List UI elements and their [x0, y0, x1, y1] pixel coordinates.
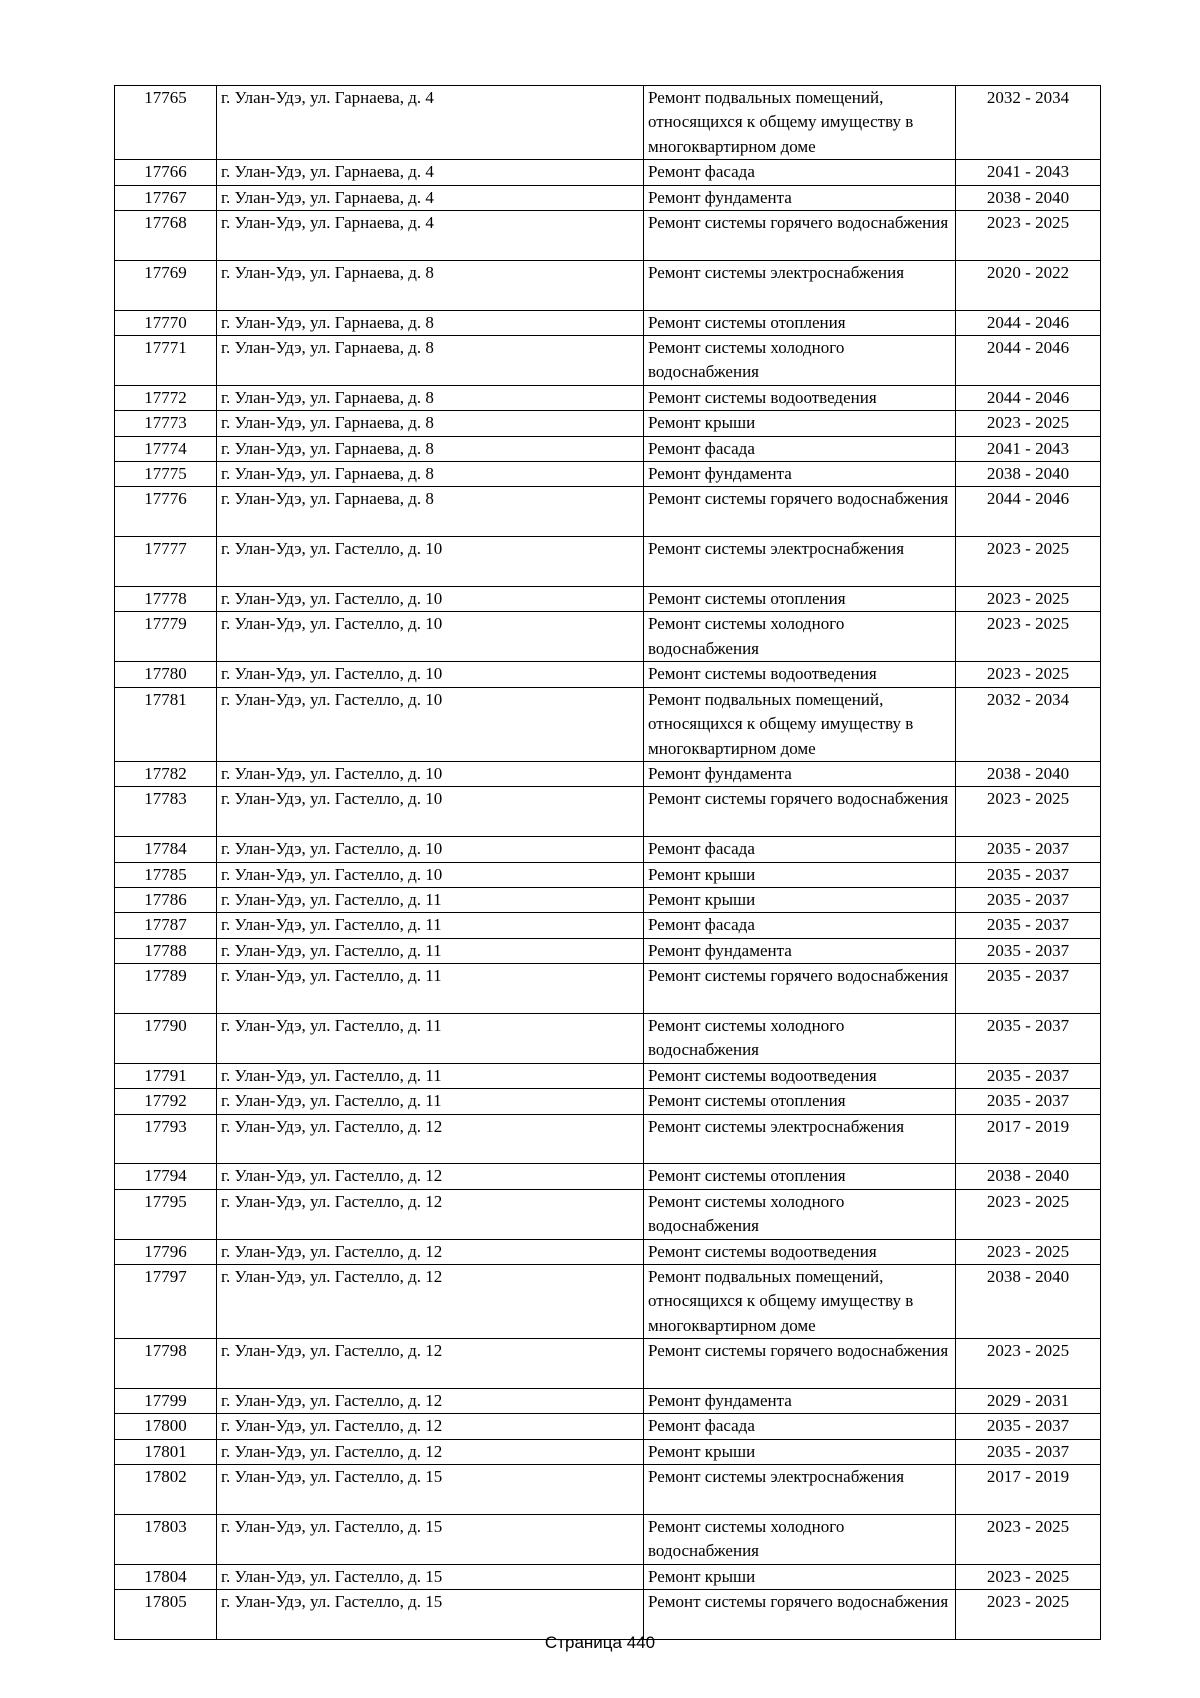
work-type-cell: Ремонт системы водоотведения — [644, 662, 956, 687]
table-row — [115, 587, 1101, 612]
row-number: 17768 — [115, 211, 217, 261]
work-type-cell: Ремонт подвальных помещений, относящихся к общему имуществу в многоквартирном доме — [644, 687, 956, 761]
address-cell: г. Улан-Удэ, ул. Гастелло, д. 12 — [217, 1439, 644, 1464]
table-row — [115, 787, 1101, 837]
table-row — [115, 336, 1101, 386]
period-cell: 2032 - 2034 — [956, 687, 1101, 761]
work-type-cell: Ремонт фасада — [644, 1414, 956, 1439]
table-row — [115, 612, 1101, 662]
row-number: 17779 — [115, 612, 217, 662]
address-cell: г. Улан-Удэ, ул. Гастелло, д. 12 — [217, 1189, 644, 1239]
row-number: 17791 — [115, 1063, 217, 1088]
row-number: 17775 — [115, 462, 217, 487]
address-cell: г. Улан-Удэ, ул. Гастелло, д. 10 — [217, 862, 644, 887]
address-cell: г. Улан-Удэ, ул. Гастелло, д. 12 — [217, 1389, 644, 1414]
table-row — [115, 1414, 1101, 1439]
work-type-cell: Ремонт системы горячего водоснабжения — [644, 211, 956, 261]
address-cell: г. Улан-Удэ, ул. Гарнаева, д. 8 — [217, 385, 644, 410]
period-cell: 2035 - 2037 — [956, 1089, 1101, 1114]
table-row — [115, 1063, 1101, 1088]
row-number: 17803 — [115, 1515, 217, 1565]
address-cell: г. Улан-Удэ, ул. Гарнаева, д. 8 — [217, 411, 644, 436]
row-number: 17799 — [115, 1389, 217, 1414]
period-cell: 2035 - 2037 — [956, 1414, 1101, 1439]
row-number: 17778 — [115, 587, 217, 612]
period-cell: 2020 - 2022 — [956, 260, 1101, 310]
table-row — [115, 436, 1101, 461]
period-cell: 2041 - 2043 — [956, 436, 1101, 461]
work-type-cell: Ремонт фундамента — [644, 761, 956, 786]
address-cell: г. Улан-Удэ, ул. Гастелло, д. 10 — [217, 761, 644, 786]
period-cell: 2044 - 2046 — [956, 310, 1101, 335]
work-type-cell: Ремонт системы отопления — [644, 1089, 956, 1114]
work-type-cell: Ремонт системы водоотведения — [644, 385, 956, 410]
address-cell: г. Улан-Удэ, ул. Гарнаева, д. 8 — [217, 310, 644, 335]
address-cell: г. Улан-Удэ, ул. Гастелло, д. 15 — [217, 1590, 644, 1640]
work-type-cell: Ремонт системы холодного водоснабжения — [644, 336, 956, 386]
table-row — [115, 964, 1101, 1014]
table-row — [115, 1089, 1101, 1114]
table-row — [115, 1389, 1101, 1414]
address-cell: г. Улан-Удэ, ул. Гастелло, д. 10 — [217, 837, 644, 862]
work-type-cell: Ремонт фундамента — [644, 462, 956, 487]
work-type-cell: Ремонт фасада — [644, 913, 956, 938]
table-row — [115, 913, 1101, 938]
period-cell: 2023 - 2025 — [956, 1590, 1101, 1640]
row-number: 17801 — [115, 1439, 217, 1464]
work-type-cell: Ремонт системы электроснабжения — [644, 260, 956, 310]
address-cell: г. Улан-Удэ, ул. Гастелло, д. 15 — [217, 1515, 644, 1565]
row-number: 17789 — [115, 964, 217, 1014]
address-cell: г. Улан-Удэ, ул. Гарнаева, д. 8 — [217, 436, 644, 461]
address-cell: г. Улан-Удэ, ул. Гастелло, д. 12 — [217, 1114, 644, 1164]
row-number: 17782 — [115, 761, 217, 786]
period-cell: 2023 - 2025 — [956, 612, 1101, 662]
row-number: 17805 — [115, 1590, 217, 1640]
address-cell: г. Улан-Удэ, ул. Гарнаева, д. 4 — [217, 160, 644, 185]
period-cell: 2035 - 2037 — [956, 887, 1101, 912]
period-cell: 2035 - 2037 — [956, 1063, 1101, 1088]
row-number: 17790 — [115, 1013, 217, 1063]
address-cell: г. Улан-Удэ, ул. Гастелло, д. 10 — [217, 587, 644, 612]
work-type-cell: Ремонт системы отопления — [644, 587, 956, 612]
period-cell: 2044 - 2046 — [956, 336, 1101, 386]
row-number: 17798 — [115, 1339, 217, 1389]
address-cell: г. Улан-Удэ, ул. Гастелло, д. 11 — [217, 1089, 644, 1114]
period-cell: 2023 - 2025 — [956, 1239, 1101, 1264]
row-number: 17797 — [115, 1264, 217, 1338]
work-type-cell: Ремонт системы горячего водоснабжения — [644, 1590, 956, 1640]
table-row — [115, 1189, 1101, 1239]
row-number: 17769 — [115, 260, 217, 310]
work-type-cell: Ремонт фундамента — [644, 185, 956, 210]
address-cell: г. Улан-Удэ, ул. Гарнаева, д. 8 — [217, 462, 644, 487]
address-cell: г. Улан-Удэ, ул. Гастелло, д. 12 — [217, 1414, 644, 1439]
table-row — [115, 662, 1101, 687]
table-row — [115, 687, 1101, 761]
row-number: 17776 — [115, 487, 217, 537]
row-number: 17771 — [115, 336, 217, 386]
row-number: 17781 — [115, 687, 217, 761]
period-cell: 2035 - 2037 — [956, 862, 1101, 887]
table-row — [115, 487, 1101, 537]
period-cell: 2038 - 2040 — [956, 185, 1101, 210]
address-cell: г. Улан-Удэ, ул. Гастелло, д. 11 — [217, 1063, 644, 1088]
work-type-cell: Ремонт системы горячего водоснабжения — [644, 787, 956, 837]
address-cell: г. Улан-Удэ, ул. Гастелло, д. 11 — [217, 913, 644, 938]
work-type-cell: Ремонт системы холодного водоснабжения — [644, 1013, 956, 1063]
address-cell: г. Улан-Удэ, ул. Гастелло, д. 11 — [217, 964, 644, 1014]
address-cell: г. Улан-Удэ, ул. Гарнаева, д. 4 — [217, 185, 644, 210]
row-number: 17773 — [115, 411, 217, 436]
table-row — [115, 1439, 1101, 1464]
row-number: 17780 — [115, 662, 217, 687]
period-cell: 2038 - 2040 — [956, 1264, 1101, 1338]
row-number: 17800 — [115, 1414, 217, 1439]
period-cell: 2017 - 2019 — [956, 1465, 1101, 1515]
period-cell: 2023 - 2025 — [956, 787, 1101, 837]
work-type-cell: Ремонт системы горячего водоснабжения — [644, 964, 956, 1014]
address-cell: г. Улан-Удэ, ул. Гастелло, д. 12 — [217, 1339, 644, 1389]
address-cell: г. Улан-Удэ, ул. Гарнаева, д. 8 — [217, 487, 644, 537]
work-type-cell: Ремонт подвальных помещений, относящихся к общему имуществу в многоквартирном доме — [644, 86, 956, 160]
period-cell: 2023 - 2025 — [956, 1515, 1101, 1565]
period-cell: 2041 - 2043 — [956, 160, 1101, 185]
row-number: 17765 — [115, 86, 217, 160]
period-cell: 2035 - 2037 — [956, 1439, 1101, 1464]
work-type-cell: Ремонт фасада — [644, 160, 956, 185]
work-type-cell: Ремонт крыши — [644, 862, 956, 887]
row-number: 17787 — [115, 913, 217, 938]
address-cell: г. Улан-Удэ, ул. Гастелло, д. 10 — [217, 787, 644, 837]
work-type-cell: Ремонт фасада — [644, 837, 956, 862]
period-cell: 2035 - 2037 — [956, 1013, 1101, 1063]
table-row — [115, 462, 1101, 487]
period-cell: 2023 - 2025 — [956, 211, 1101, 261]
work-type-cell: Ремонт фундамента — [644, 938, 956, 963]
work-type-cell: Ремонт крыши — [644, 1439, 956, 1464]
table-row — [115, 385, 1101, 410]
work-type-cell: Ремонт фундамента — [644, 1389, 956, 1414]
row-number: 17794 — [115, 1164, 217, 1189]
work-type-cell: Ремонт системы горячего водоснабжения — [644, 1339, 956, 1389]
table-row — [115, 1264, 1101, 1338]
table-row — [115, 185, 1101, 210]
work-type-cell: Ремонт системы холодного водоснабжения — [644, 1189, 956, 1239]
address-cell: г. Улан-Удэ, ул. Гарнаева, д. 8 — [217, 260, 644, 310]
table-row — [115, 1013, 1101, 1063]
work-type-cell: Ремонт системы отопления — [644, 310, 956, 335]
row-number: 17770 — [115, 310, 217, 335]
table-row — [115, 211, 1101, 261]
address-cell: г. Улан-Удэ, ул. Гастелло, д. 15 — [217, 1465, 644, 1515]
table-row — [115, 938, 1101, 963]
address-cell: г. Улан-Удэ, ул. Гастелло, д. 11 — [217, 887, 644, 912]
table-row — [115, 86, 1101, 160]
table-row — [115, 310, 1101, 335]
period-cell: 2038 - 2040 — [956, 761, 1101, 786]
table-row — [115, 1239, 1101, 1264]
row-number: 17766 — [115, 160, 217, 185]
table-row — [115, 761, 1101, 786]
row-number: 17792 — [115, 1089, 217, 1114]
page-number: Страница 440 — [544, 1633, 656, 1652]
work-type-cell: Ремонт системы электроснабжения — [644, 1114, 956, 1164]
table-body — [115, 86, 1101, 1640]
address-cell: г. Улан-Удэ, ул. Гастелло, д. 11 — [217, 1013, 644, 1063]
row-number: 17784 — [115, 837, 217, 862]
address-cell: г. Улан-Удэ, ул. Гастелло, д. 10 — [217, 662, 644, 687]
address-cell: г. Улан-Удэ, ул. Гастелло, д. 12 — [217, 1239, 644, 1264]
table-row — [115, 1564, 1101, 1589]
row-number: 17795 — [115, 1189, 217, 1239]
row-number: 17804 — [115, 1564, 217, 1589]
work-type-cell: Ремонт крыши — [644, 887, 956, 912]
period-cell: 2035 - 2037 — [956, 913, 1101, 938]
address-cell: г. Улан-Удэ, ул. Гарнаева, д. 4 — [217, 211, 644, 261]
table-row — [115, 862, 1101, 887]
table-row — [115, 837, 1101, 862]
period-cell: 2023 - 2025 — [956, 1339, 1101, 1389]
period-cell: 2023 - 2025 — [956, 411, 1101, 436]
work-type-cell: Ремонт фасада — [644, 436, 956, 461]
work-type-cell: Ремонт подвальных помещений, относящихся к общему имуществу в многоквартирном доме — [644, 1264, 956, 1338]
period-cell: 2017 - 2019 — [956, 1114, 1101, 1164]
work-type-cell: Ремонт крыши — [644, 1564, 956, 1589]
period-cell: 2035 - 2037 — [956, 964, 1101, 1014]
period-cell: 2023 - 2025 — [956, 1564, 1101, 1589]
address-cell: г. Улан-Удэ, ул. Гарнаева, д. 8 — [217, 336, 644, 386]
row-number: 17793 — [115, 1114, 217, 1164]
work-type-cell: Ремонт системы водоотведения — [644, 1239, 956, 1264]
address-cell: г. Улан-Удэ, ул. Гастелло, д. 15 — [217, 1564, 644, 1589]
table-row — [115, 1339, 1101, 1389]
address-cell: г. Улан-Удэ, ул. Гастелло, д. 10 — [217, 687, 644, 761]
table-row — [115, 887, 1101, 912]
address-cell: г. Улан-Удэ, ул. Гарнаева, д. 4 — [217, 86, 644, 160]
row-number: 17767 — [115, 185, 217, 210]
table-row — [115, 1164, 1101, 1189]
row-number: 17788 — [115, 938, 217, 963]
work-type-cell: Ремонт системы холодного водоснабжения — [644, 1515, 956, 1565]
period-cell: 2032 - 2034 — [956, 86, 1101, 160]
work-type-cell: Ремонт системы водоотведения — [644, 1063, 956, 1088]
row-number: 17786 — [115, 887, 217, 912]
period-cell: 2044 - 2046 — [956, 385, 1101, 410]
row-number: 17783 — [115, 787, 217, 837]
row-number: 17772 — [115, 385, 217, 410]
work-type-cell: Ремонт крыши — [644, 411, 956, 436]
address-cell: г. Улан-Удэ, ул. Гастелло, д. 10 — [217, 612, 644, 662]
period-cell: 2038 - 2040 — [956, 462, 1101, 487]
period-cell: 2044 - 2046 — [956, 487, 1101, 537]
period-cell: 2023 - 2025 — [956, 537, 1101, 587]
row-number: 17785 — [115, 862, 217, 887]
period-cell: 2035 - 2037 — [956, 837, 1101, 862]
work-type-cell: Ремонт системы отопления — [644, 1164, 956, 1189]
work-schedule-table — [114, 85, 1101, 1640]
table-row — [115, 1465, 1101, 1515]
address-cell: г. Улан-Удэ, ул. Гастелло, д. 10 — [217, 537, 644, 587]
table-row — [115, 260, 1101, 310]
address-cell: г. Улан-Удэ, ул. Гастелло, д. 11 — [217, 938, 644, 963]
work-type-cell: Ремонт системы электроснабжения — [644, 537, 956, 587]
row-number: 17796 — [115, 1239, 217, 1264]
row-number: 17802 — [115, 1465, 217, 1515]
table-row — [115, 160, 1101, 185]
table-row — [115, 1114, 1101, 1164]
period-cell: 2029 - 2031 — [956, 1389, 1101, 1414]
period-cell: 2023 - 2025 — [956, 587, 1101, 612]
row-number: 17777 — [115, 537, 217, 587]
row-number: 17774 — [115, 436, 217, 461]
work-type-cell: Ремонт системы горячего водоснабжения — [644, 487, 956, 537]
period-cell: 2038 - 2040 — [956, 1164, 1101, 1189]
period-cell: 2035 - 2037 — [956, 938, 1101, 963]
period-cell: 2023 - 2025 — [956, 1189, 1101, 1239]
work-type-cell: Ремонт системы электроснабжения — [644, 1465, 956, 1515]
table-row — [115, 537, 1101, 587]
table-row — [115, 411, 1101, 436]
period-cell: 2023 - 2025 — [956, 662, 1101, 687]
table-row — [115, 1515, 1101, 1565]
address-cell: г. Улан-Удэ, ул. Гастелло, д. 12 — [217, 1264, 644, 1338]
address-cell: г. Улан-Удэ, ул. Гастелло, д. 12 — [217, 1164, 644, 1189]
work-type-cell: Ремонт системы холодного водоснабжения — [644, 612, 956, 662]
